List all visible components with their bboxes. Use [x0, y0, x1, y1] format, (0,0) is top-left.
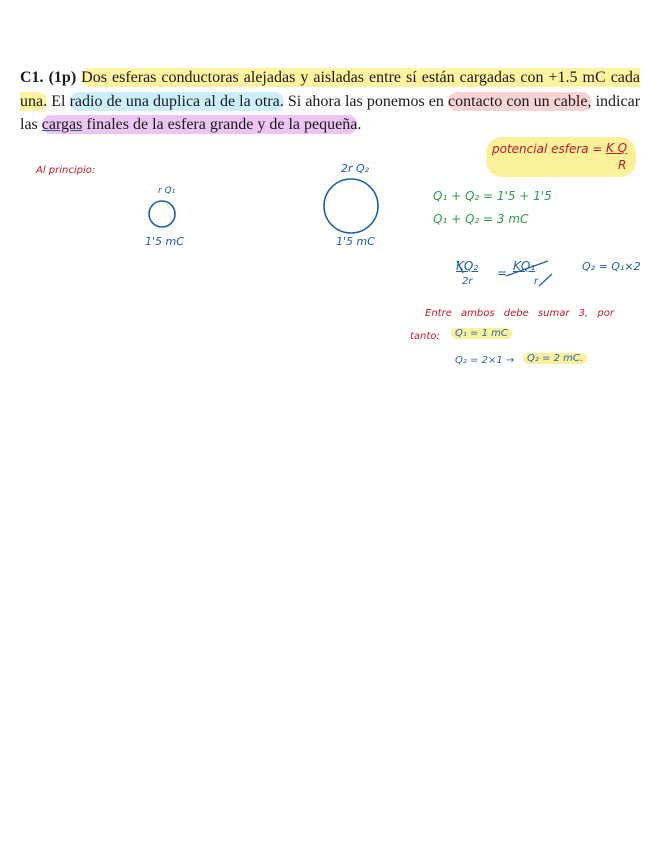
- small-sphere-label: r Q₁: [158, 186, 176, 196]
- big-sphere: [324, 179, 378, 233]
- result-q2-calc: Q₂ = 2×1 →: [455, 355, 515, 366]
- problem-text: .: [357, 116, 362, 133]
- problem-text: indicar las: [20, 92, 641, 133]
- potential-denominator: R: [618, 158, 627, 172]
- small-sphere: [149, 201, 175, 227]
- equality-rhs-numerator: KQ₁: [513, 259, 536, 273]
- big-sphere-charge: 1'5 mC: [336, 235, 375, 248]
- conclusion-tanto: tanto:: [410, 331, 440, 342]
- conclusion-text: Entre ambos debe sumar 3, por: [425, 308, 614, 319]
- highlight-radius: radio de una duplica al de la otra.: [69, 92, 284, 110]
- equality-rhs-denominator: r: [534, 276, 539, 287]
- equality-sign: =: [497, 266, 508, 280]
- equality-lhs-denominator: 2r: [462, 276, 473, 287]
- al-principio-label: Al principio:: [36, 165, 96, 176]
- result-q1: Q₁ = 1 mC: [451, 328, 512, 339]
- potential-numerator: K Q: [606, 141, 628, 155]
- equality-lhs-numerator: KQ₂: [456, 259, 479, 273]
- problem-text: Si ahora las ponemos en: [283, 92, 449, 110]
- highlight-charges: Dos esferas conductoras alejadas y aisladas entre sí están cargadas con +1.5 mC cada una.: [20, 69, 640, 110]
- small-sphere-charge: 1'5 mC: [145, 235, 184, 248]
- sum-equation-2: Q₁ + Q₂ = 3 mC: [433, 212, 529, 226]
- problem-label: C1. (1p): [20, 69, 77, 86]
- highlight-contact: contacto con un cable,: [448, 92, 592, 110]
- underlined-word: cargas: [41, 116, 83, 133]
- equality-result: Q₂ = Q₁×2: [582, 260, 641, 273]
- potential-label: potencial esfera =: [492, 142, 603, 156]
- cancel-stroke: [539, 274, 552, 286]
- sum-equation-1: Q₁ + Q₂ = 1'5 + 1'5: [433, 189, 552, 203]
- result-q2: Q₂ = 2 mC.: [523, 353, 587, 364]
- highlight-question: cargas finales de la esfera grande y de la pequeña: [41, 116, 358, 133]
- big-sphere-label: 2r Q₂: [341, 162, 370, 175]
- problem-text: El: [47, 92, 70, 110]
